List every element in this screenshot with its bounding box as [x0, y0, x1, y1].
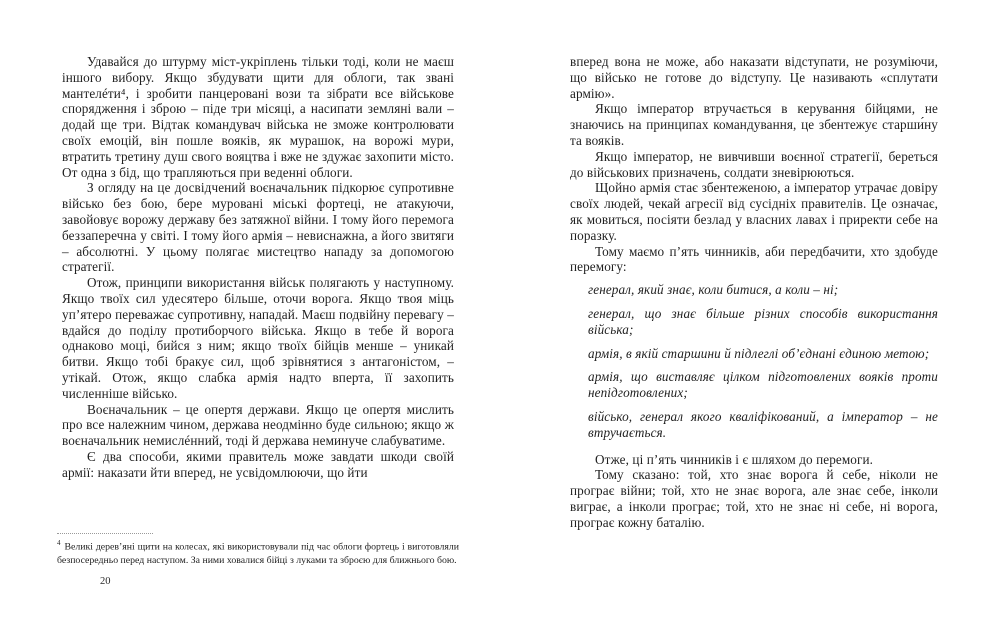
paragraph: Воєначальник – це опертя держави. Якщо це опертя мислить про все належним чином, держава неодмінно буде сильною; якщо ж воєначальник немислéнний, тоді й держава неминуче слабуватиме.: [62, 401, 454, 449]
footnote: [57, 537, 459, 567]
page-number: 20: [100, 576, 111, 587]
list-item: армія, що виставляє цілком підготовлених вояків проти непідготовлених;: [588, 369, 938, 401]
victory-factors-list: [588, 282, 938, 440]
list-item: генерал, який знає, коли битися, а коли – ні;: [588, 282, 839, 298]
footnote-text: Великі дерев’яні щити на колесах, які використовували під час облоги фортець і виготовляли безпосередньо перед наступом. За ними ховалися бійці з луками та зброєю для ближнього бою.: [57, 541, 459, 566]
footnote-separator: [57, 533, 153, 534]
paragraph: З огляду на це досвідчений воєначальник підкорює супротивне військо без бою, бере муровані міські фортеці, не атакуючи, завойовує ворожу державу без затяжної війни. І тому його перемога беззаперечна у світі. І тому його армія – невиснажна, а його звитяги – абсолютні. У цьому полягає мистецтво нападу за допомогою стратегії.: [62, 180, 454, 275]
paragraph: Удавайся до штурму міст-укріплень тільки тоді, коли не маєш іншого вибору. Якщо збудувати щити для облоги, так звані мантелéти⁴, і зробити панцеровані вози та зібрати все військове спорядження і зброю – піде три місяці, а насипати земляні вали – додай ще три. Відтак командувач війська не зможе контролювати своїх емоцій, він пошле вояків, як мурашок, на ворожі мури, втратить третину душ свого вояцтва і вже не здужає захопити місто. От одна з бід, що трапляються при веденні облоги.: [62, 54, 454, 180]
list-item: генерал, що знає більше різних способів використання війська;: [588, 305, 938, 337]
paragraph: Якщо імператор втручається в керування бійцями, не знаючись на принципах командування, це збентежує старши́ну та вояків.: [570, 101, 938, 148]
paragraph: Є два способи, якими правитель може завдати шкоди своїй армії: наказати йти вперед, не усвідомлюючи, що йти: [62, 448, 454, 480]
list-item: військо, генерал якого кваліфікований, а імператор – не втручається.: [588, 408, 938, 440]
paragraph: Якщо імператор, не вивчивши воєнної стратегії, береться до військових призначень, солдати зневірюються.: [570, 148, 938, 180]
paragraph: Тому маємо п’ять чинників, аби передбачити, хто здобуде перемогу:: [570, 243, 938, 275]
page-right: [570, 54, 938, 531]
paragraph: Отже, ці п’ять чинників і є шляхом до перемоги.: [595, 451, 874, 467]
paragraph: вперед вона не може, або наказати відступати, не розуміючи, що військо не готове до відступу. Це називають «сплутати армію».: [570, 54, 938, 101]
paragraph: Щойно армія стає збентеженою, а імператор утрачає довіру своїх людей, чекай агресії від сусідніх правителів. Це означає, як мовиться, посіяти безлад у власних лавах і приректи себе на поразку.: [570, 180, 938, 243]
paragraph: Тому сказано: той, хто знає ворога й себе, ніколи не програє війни; той, хто не знає ворога, але знає себе, інколи виграє, а інколи програє; той, хто не знає ні себе, ні ворога, програє кожну баталію.: [570, 467, 938, 530]
paragraph: Отож, принципи використання військ полягають у наступному. Якщо твоїх сил удесятеро більше, оточи ворога. Якщо твоя міць уп’ятеро переважає супротивну, нападай. Маєш подвійну перевагу – вдайся до поділу протиборчого війська. Якщо в тебе й ворога однаково моці, бийся з ним; якщо твоїх бійців менше – уникай битви. Якщо тобі бракує сил, щоб зрівнятися з антагоністом, – утікай. Отож, якщо слабка армія надто вперта, її захопить численніше військо.: [62, 275, 454, 401]
footnote-marker: 4: [57, 539, 61, 547]
page-left: [62, 54, 454, 481]
list-item: армія, в якій старшини й підлеглі об’єднані єдиною метою;: [588, 345, 930, 361]
